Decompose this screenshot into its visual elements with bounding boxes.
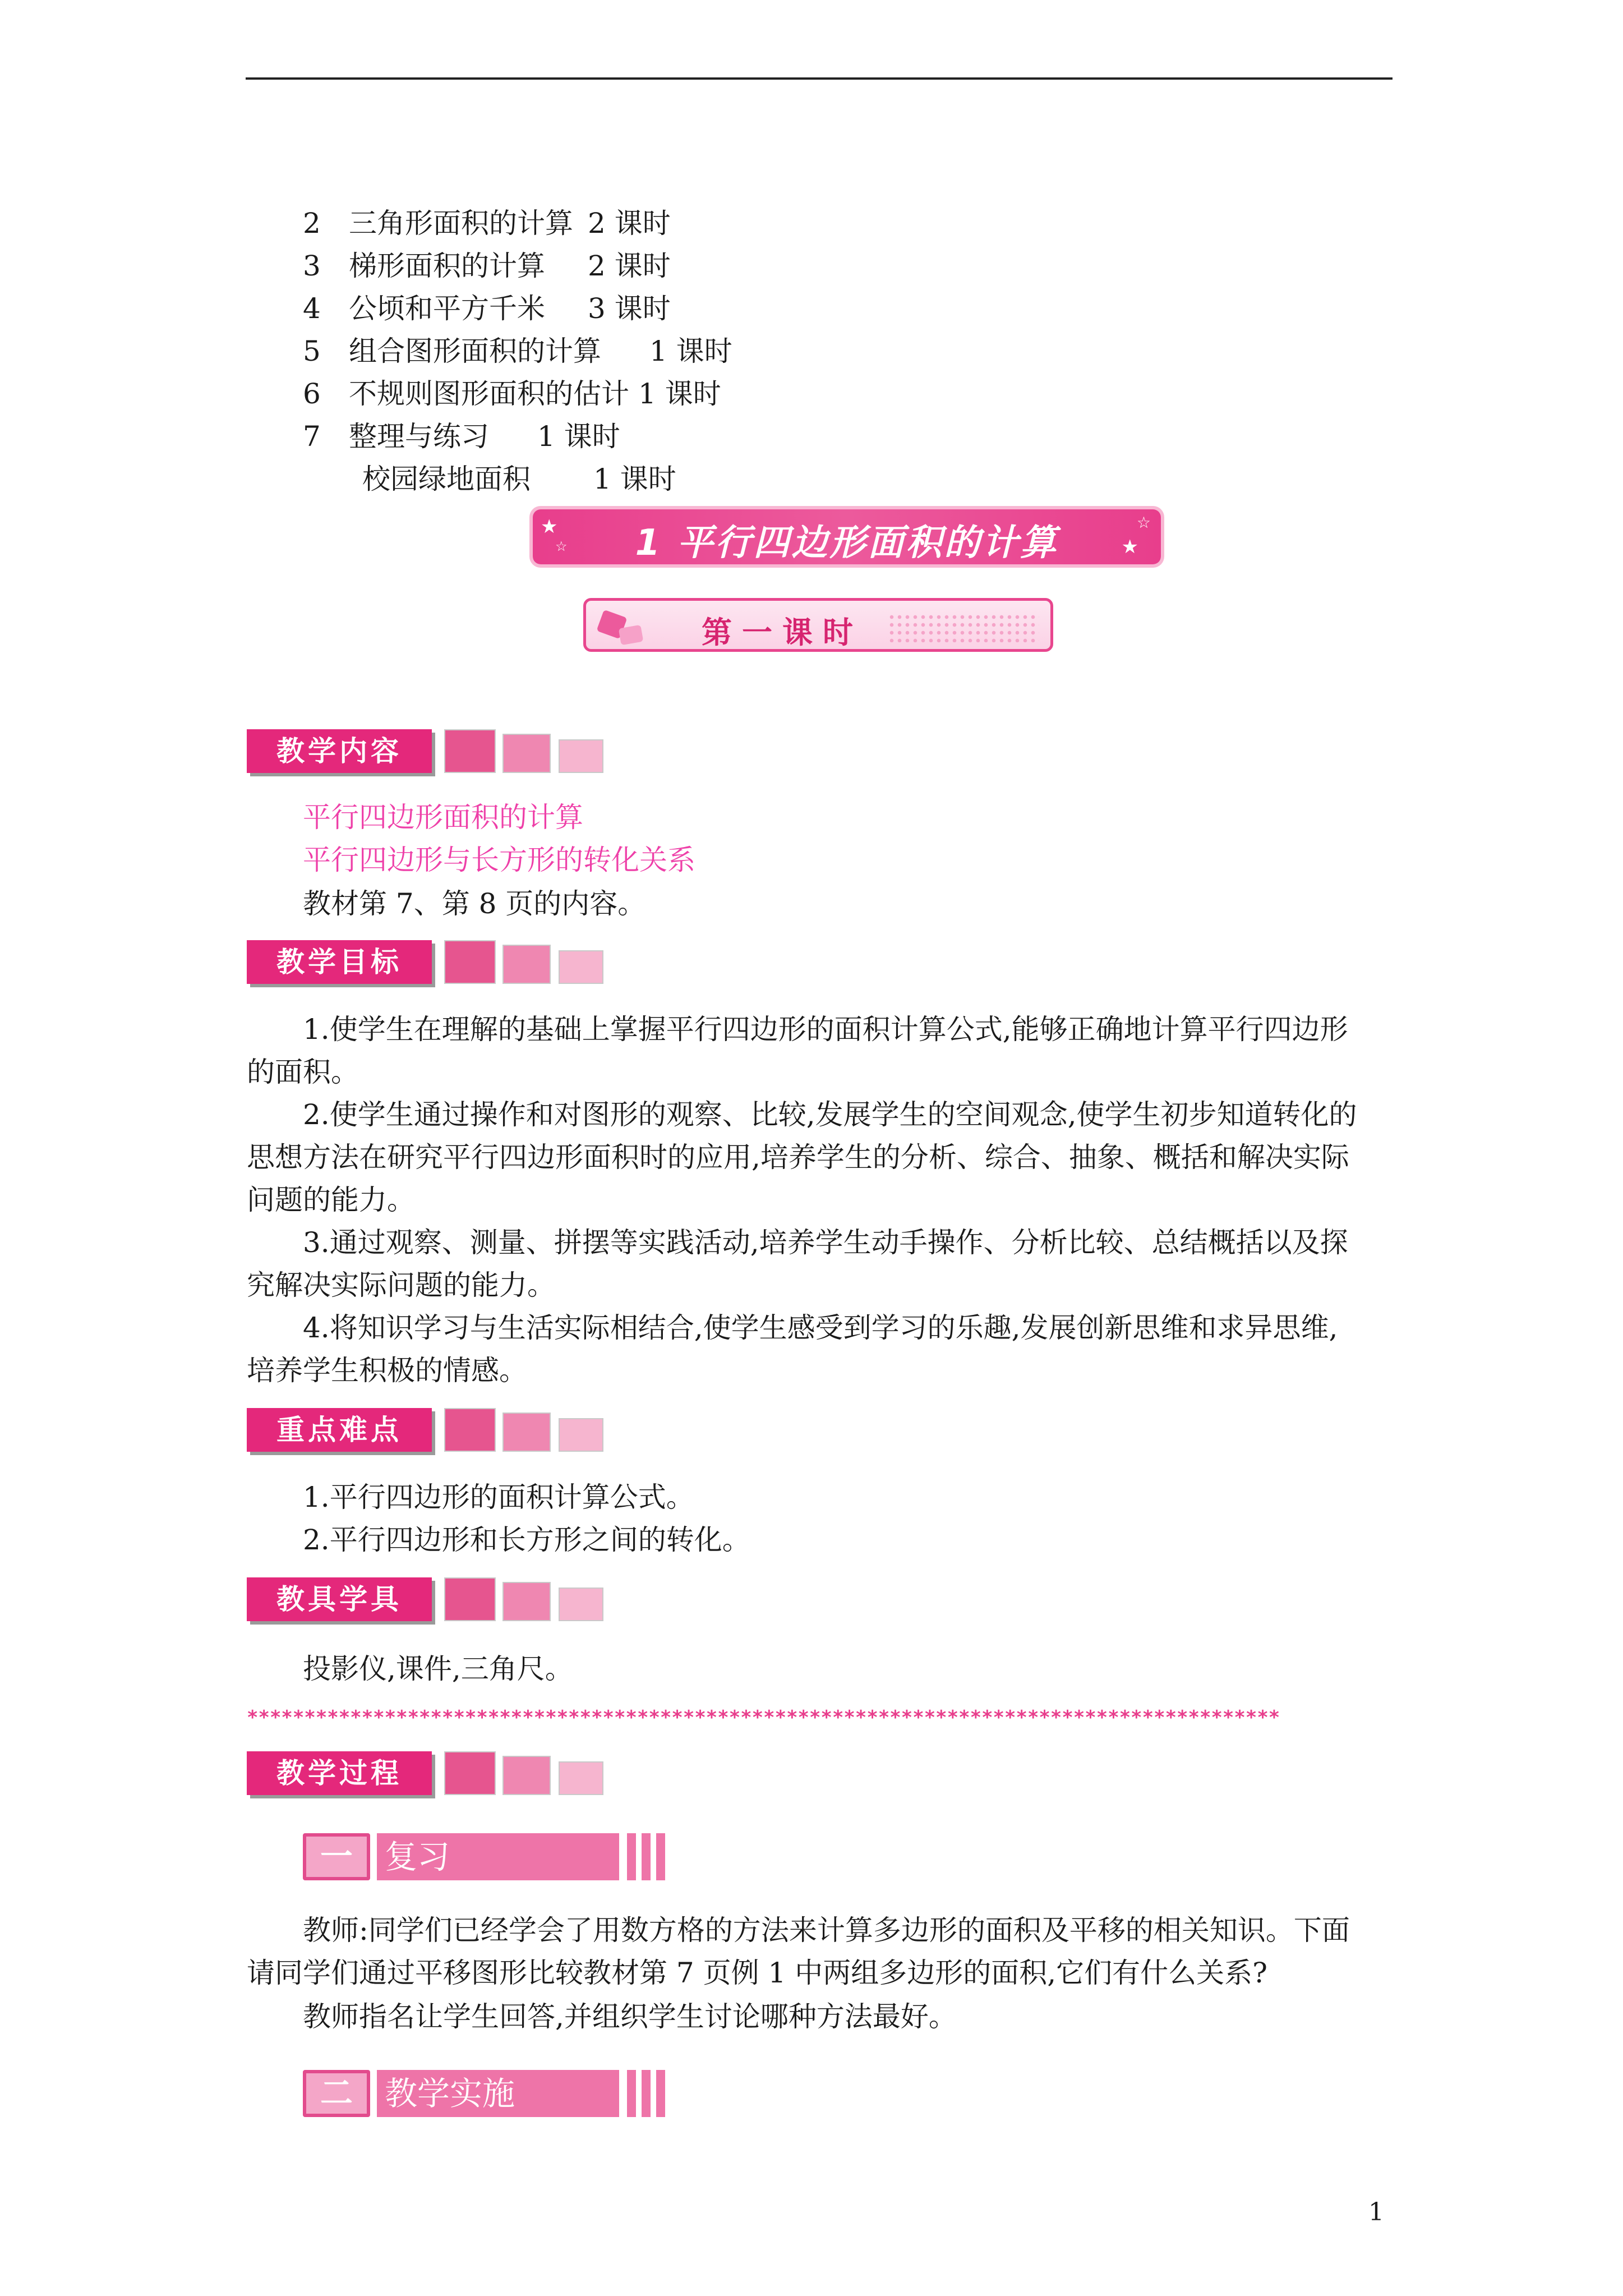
schedule-title: 三角形面积的计算 (349, 207, 573, 240)
decor-block (502, 1756, 551, 1795)
tools-line: 投影仪,课件,三角尺。 (303, 1653, 573, 1685)
section-label: 教学目标 (247, 940, 432, 984)
section-label: 教学过程 (247, 1751, 432, 1795)
schedule-title: 校园绿地面积 (362, 463, 531, 495)
schedule-hours: 1 课时 (593, 463, 676, 495)
lesson-title: 第一课时 (702, 615, 863, 650)
schedule-hours: 3 课时 (588, 292, 671, 325)
schedule-title: 整理与练习 (349, 420, 489, 453)
asterisk-divider: ****************************************************************************************** (247, 1706, 1280, 1729)
section-label: 教具学具 (247, 1577, 432, 1621)
dot-pattern (888, 613, 1039, 642)
section-label: 重点难点 (247, 1408, 432, 1452)
decor-block (444, 729, 496, 773)
decor-stripe (627, 1833, 636, 1880)
schedule-number: 3 (303, 250, 321, 282)
decor-block (444, 940, 496, 984)
schedule-number: 5 (303, 335, 321, 367)
decor-block (502, 945, 551, 984)
goal-line: 4.将知识学习与生活实际相结合,使学生感受到学习的乐趣,发展创新思维和求异思维, (303, 1312, 1338, 1344)
decor-block (502, 734, 551, 773)
decor-stripe (642, 1833, 651, 1880)
decor-stripe (642, 2070, 651, 2117)
schedule-hours: 1 课时 (649, 335, 732, 367)
schedule-number: 4 (303, 292, 321, 325)
subsection-number: 一 (303, 1833, 370, 1880)
chapter-banner (533, 509, 1161, 564)
star-icon: ★ (1121, 536, 1138, 558)
decor-block (444, 1408, 496, 1452)
goal-line: 培养学生积极的情感。 (247, 1354, 527, 1387)
decor-block (559, 1418, 603, 1452)
header-rule (246, 77, 1393, 80)
decor-block (444, 1577, 496, 1621)
review-line: 教师指名让学生回答,并组织学生讨论哪种方法最好。 (303, 2000, 957, 2033)
schedule-title: 组合图形面积的计算 (349, 335, 601, 367)
page-number: 1 (1368, 2198, 1384, 2226)
review-line: 教师:同学们已经学会了用数方格的方法来计算多边形的面积及平移的相关知识。下面 (303, 1914, 1350, 1947)
decor-block (559, 1588, 603, 1621)
decor-block (559, 950, 603, 984)
schedule-hours: 2 课时 (588, 207, 671, 240)
key-point-line: 2.平行四边形和长方形之间的转化。 (303, 1524, 750, 1556)
goal-line: 1.使学生在理解的基础上掌握平行四边形的面积计算公式,能够正确地计算平行四边形 (303, 1013, 1348, 1046)
subsection-number: 二 (303, 2070, 370, 2117)
key-point-line: 1.平行四边形的面积计算公式。 (303, 1481, 694, 1513)
decor-stripe (656, 2070, 665, 2117)
subsection-title: 教学实施 (377, 2070, 619, 2117)
goal-line: 的面积。 (247, 1056, 359, 1088)
decor-block (444, 1751, 496, 1795)
schedule-title: 梯形面积的计算 (349, 250, 545, 282)
star-icon: ★ (541, 516, 558, 538)
schedule-number: 6 (303, 378, 321, 410)
star-icon: ☆ (1136, 513, 1151, 532)
decor-stripe (656, 1833, 665, 1880)
subsection-review (303, 1833, 677, 1880)
schedule-number: 2 (303, 207, 321, 240)
decor-block (502, 1582, 551, 1621)
decor-stripe (627, 2070, 636, 2117)
lesson-banner (583, 598, 1053, 652)
schedule-number: 7 (303, 420, 321, 453)
schedule-hours: 2 课时 (588, 250, 671, 282)
decor-block (559, 739, 603, 773)
goal-line: 思想方法在研究平行四边形面积时的应用,培养学生的分析、综合、抽象、概括和解决实际 (247, 1141, 1349, 1174)
decor-block (559, 1761, 603, 1795)
review-line: 请同学们通过平移图形比较教材第 7 页例 1 中两组多边形的面积,它们有什么关系? (247, 1957, 1267, 1989)
subsection-teaching (303, 2070, 677, 2117)
schedule-hours: 1 课时 (638, 378, 721, 410)
subsection-title: 复习 (377, 1833, 619, 1880)
star-icon: ☆ (555, 539, 568, 554)
goal-line: 3.通过观察、测量、拼摆等实践活动,培养学生动手操作、分析比较、总结概括以及探 (303, 1226, 1348, 1259)
chapter-title: 1 平行四边形面积的计算 (635, 522, 1059, 564)
schedule-hours: 1 课时 (537, 420, 620, 453)
goal-line: 究解决实际问题的能力。 (247, 1269, 555, 1301)
schedule-title: 公顷和平方千米 (349, 292, 545, 325)
section-label: 教学内容 (247, 729, 432, 773)
goal-line: 2.使学生通过操作和对图形的观察、比较,发展学生的空间观念,使学生初步知道转化的 (303, 1098, 1357, 1131)
content-line: 教材第 7、第 8 页的内容。 (303, 887, 646, 920)
content-line[interactable]: 平行四边形与长方形的转化关系 (303, 844, 695, 876)
decor-block (502, 1412, 551, 1452)
content-line[interactable]: 平行四边形面积的计算 (303, 801, 583, 834)
schedule-title: 不规则图形面积的估计 (349, 378, 629, 410)
goal-line: 问题的能力。 (247, 1184, 415, 1216)
decor-square-icon (619, 625, 644, 645)
